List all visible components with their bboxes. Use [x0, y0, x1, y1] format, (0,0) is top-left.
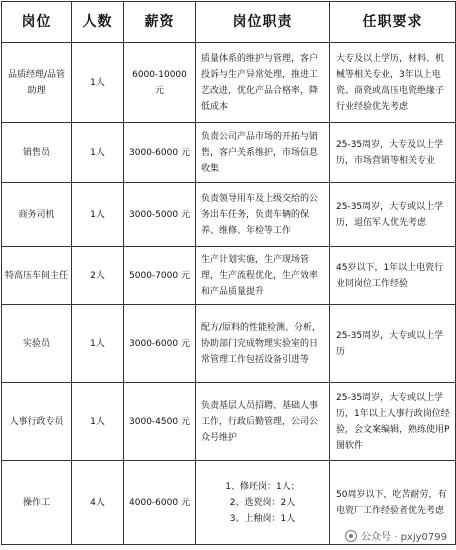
salary-cell: 3000-4500 元 — [124, 383, 196, 461]
header-duties: 岗位职责 — [196, 2, 330, 43]
position-cell: 商务司机 — [2, 183, 72, 247]
header-position: 岗位 — [2, 2, 72, 43]
headcount-cell: 1人 — [72, 43, 124, 123]
duties-cell: 负责公司产品市场的开拓与销售，客户关系维护，市场信息收集 — [196, 123, 330, 183]
watermark-text: 公众号 · pxjy0799 — [361, 532, 447, 543]
header-requirements: 任职要求 — [330, 2, 456, 43]
duty-list-item: 3、上釉岗：1人 — [229, 513, 296, 524]
requirements-cell: 50周岁以下，吃苦耐劳，有电瓷厂工作经验者优先考虑 — [330, 461, 456, 545]
requirements-cell: 25-35周岁，大专或以上学历，1年以上人事行政岗位经验，会文案编辑，熟练使用P图软件 — [330, 383, 456, 461]
duty-list-item: 2、选瓷岗：2人 — [229, 497, 296, 508]
header-salary: 薪资 — [124, 2, 196, 43]
requirements-cell: 25-35周岁，大专及以上学历，市场营销等相关专业 — [330, 123, 456, 183]
duties-cell: 负责领导用车及上级交给的公务出车任务，负责车辆的保养、维修、年检等工作 — [196, 183, 330, 247]
table-row — [2, 383, 456, 461]
table-header-row — [2, 2, 456, 43]
salary-cell: 3000-6000 元 — [124, 123, 196, 183]
position-cell: 品质经理/品管助理 — [2, 43, 72, 123]
salary-cell: 3000-6000 元 — [124, 305, 196, 383]
requirements-cell: 大专及以上学历，材料、机械等相关专业，3年以上电瓷、商瓷或高压电瓷绝缘子行业经验优先考虑 — [330, 43, 456, 123]
headcount-cell: 4人 — [72, 461, 124, 545]
table-row — [2, 305, 456, 383]
position-cell: 特高压车间主任 — [2, 247, 72, 305]
salary-cell: 5000-7000 元 — [124, 247, 196, 305]
salary-cell: 6000-10000 元 — [124, 43, 196, 123]
headcount-cell: 1人 — [72, 305, 124, 383]
duties-cell — [196, 461, 330, 545]
table-row — [2, 183, 456, 247]
duty-list-item: 1、修坯岗：1人； — [225, 481, 300, 492]
position-cell: 人事行政专员 — [2, 383, 72, 461]
requirements-cell: 45岁以下，1年以上电瓷行业同岗位工作经验 — [330, 247, 456, 305]
table-row — [2, 123, 456, 183]
job-listing-table — [1, 1, 456, 545]
watermark — [342, 527, 450, 544]
headcount-cell: 1人 — [72, 183, 124, 247]
requirements-cell: 25-35周岁，大专或以上学历 — [330, 305, 456, 383]
duties-cell: 生产计划实施，生产现场管理，生产流程优化，生产效率和产品质量提升 — [196, 247, 330, 305]
requirements-cell: 25-35周岁，大专或以上学历，退伍军人优先考虑 — [330, 183, 456, 247]
headcount-cell: 2人 — [72, 247, 124, 305]
position-cell: 实验员 — [2, 305, 72, 383]
table-row — [2, 43, 456, 123]
header-headcount: 人数 — [72, 2, 124, 43]
salary-cell: 4000-6000 元 — [124, 461, 196, 545]
position-cell: 操作工 — [2, 461, 72, 545]
duties-cell: 质量体系的维护与管理，客户投诉与生产异常处理，推进工艺改进，优化产品合格率，降低成本 — [196, 43, 330, 123]
position-cell: 销售员 — [2, 123, 72, 183]
headcount-cell: 1人 — [72, 123, 124, 183]
wechat-official-account-icon — [345, 530, 357, 542]
duties-cell: 负责基层人员招聘、基础人事工作，行政后勤管理，公司公众号维护 — [196, 383, 330, 461]
salary-cell: 3000-5000 元 — [124, 183, 196, 247]
table-row — [2, 247, 456, 305]
headcount-cell: 1人 — [72, 383, 124, 461]
duties-cell: 配方/原料的性能检测、分析，协助部门完成物理实验室的日常管理工作包括设备引进等 — [196, 305, 330, 383]
